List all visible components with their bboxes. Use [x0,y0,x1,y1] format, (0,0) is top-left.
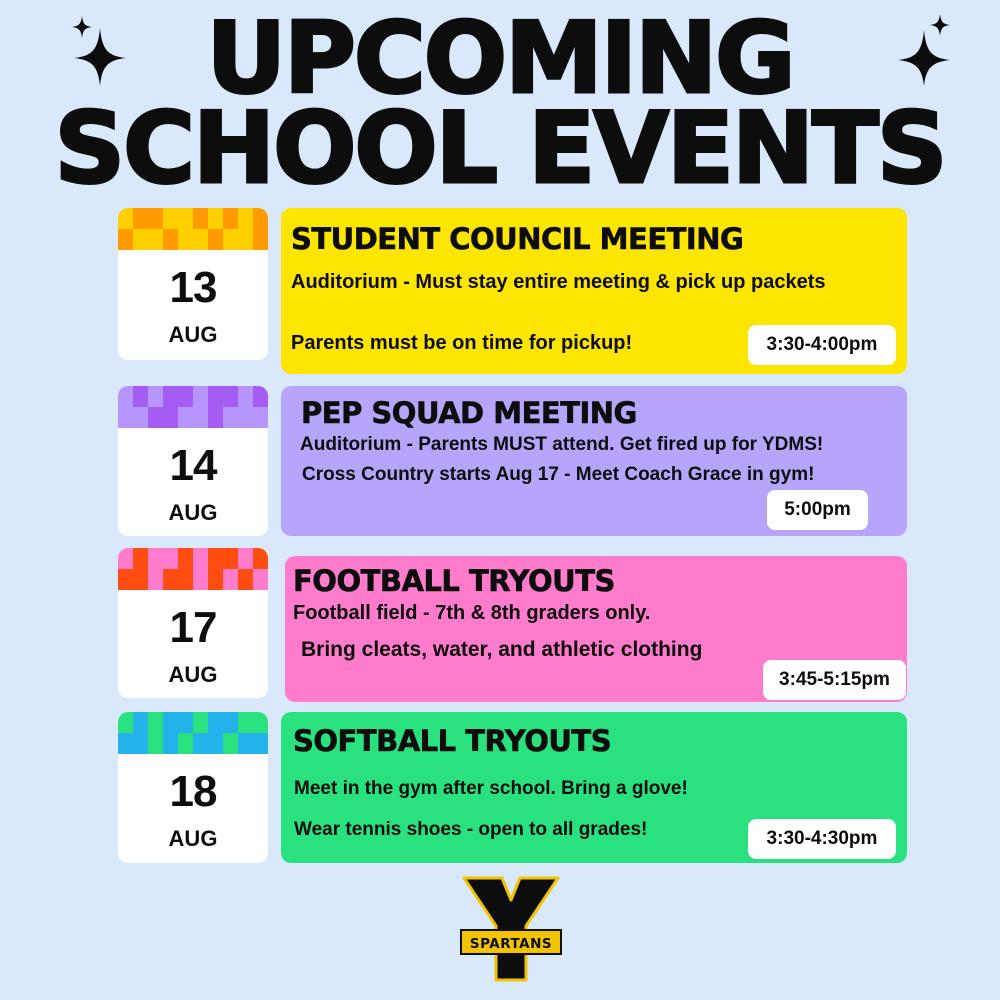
page-title-line-1: UPCOMING [206,2,794,116]
calendar-bar [118,548,268,590]
calendar-bar-cell [193,208,208,229]
date-month: AUG [168,826,218,851]
calendar-bar-cell [133,712,148,733]
calendar-bar-cell [163,386,178,407]
spartans-logo [460,874,562,984]
calendar-bar-cell [238,733,253,754]
calendar-bar-cell [178,229,193,250]
event-detail: Cross Country starts Aug 17 - Meet Coach Grace in gym! [302,464,815,485]
date-month: AUG [168,662,218,687]
calendar-bar-cell [208,386,223,407]
event-detail: Auditorium - Parents MUST attend. Get fired up for YDMS! [300,434,824,455]
date-day: 14 [169,441,217,490]
calendar-bar-cell [193,712,208,733]
date-month: AUG [168,500,218,525]
calendar-bar-cell [133,229,148,250]
calendar-bar-cell [223,229,238,250]
calendar-bar [118,386,268,428]
calendar-bar-cell [148,548,163,569]
calendar-bar-cell [178,407,193,428]
calendar-bar-cell [253,208,268,229]
calendar-bar-cell [208,712,223,733]
event-title: SOFTBALL TRYOUTS [293,724,612,758]
calendar-bar-cell [148,386,163,407]
calendar-bar-cell [118,548,133,569]
calendar-bar-cell [178,386,193,407]
calendar-bar-cell [253,569,268,590]
calendar-date-18 [118,712,268,863]
calendar-bar-cell [133,548,148,569]
calendar-date-13 [118,208,268,360]
calendar-bar-cell [148,569,163,590]
event-detail: Wear tennis shoes - open to all grades! [294,819,648,840]
event-detail: Auditorium - Must stay entire meeting & pick up packets [291,271,826,293]
event-time-badge: 3:30-4:00pm [748,325,896,365]
calendar-bar-cell [223,208,238,229]
calendar-bar-cell [253,229,268,250]
calendar-bar-cell [238,548,253,569]
calendar-bar-cell [163,407,178,428]
page-title-line-2: SCHOOL EVENTS [54,92,946,206]
calendar-bar-cell [133,569,148,590]
calendar-bar-cell [208,208,223,229]
calendar-bar-cell [163,229,178,250]
event-card-pep-squad [281,386,907,536]
calendar-bar-cell [118,407,133,428]
calendar-bar-cell [223,548,238,569]
calendar-bar-cell [148,407,163,428]
calendar-bar-cell [133,208,148,229]
calendar-bar-cell [193,229,208,250]
calendar-date-17 [118,548,268,698]
event-detail: Bring cleats, water, and athletic clothing [301,638,703,661]
calendar-bar-cell [118,386,133,407]
calendar-bar-cell [238,386,253,407]
calendar-bar-cell [253,407,268,428]
date-day: 18 [169,767,217,816]
calendar-bar-cell [208,733,223,754]
calendar-bar [118,712,268,754]
event-title: PEP SQUAD MEETING [301,396,637,430]
calendar-bar-cell [253,386,268,407]
event-title: STUDENT COUNCIL MEETING [291,222,744,256]
event-detail: Football field - 7th & 8th graders only. [293,602,651,624]
event-time-badge: 3:30-4:30pm [748,819,896,859]
event-card-football [285,556,907,702]
calendar-bar-cell [193,386,208,407]
logo-banner-text: SPARTANS [469,936,553,952]
calendar-bar-cell [133,386,148,407]
calendar-bar-cell [118,569,133,590]
calendar-bar-cell [118,208,133,229]
calendar-bar-cell [178,712,193,733]
calendar-bar-cell [178,208,193,229]
calendar-bar-cell [133,407,148,428]
calendar-bar-cell [163,733,178,754]
event-detail: Meet in the gym after school. Bring a glove! [294,778,688,799]
event-time-badge: 5:00pm [767,490,868,530]
calendar-bar-cell [178,733,193,754]
calendar-bar-cell [163,712,178,733]
calendar-bar-cell [223,407,238,428]
calendar-bar-cell [223,733,238,754]
sparkle-icon [68,14,132,86]
event-title: FOOTBALL TRYOUTS [293,564,615,598]
calendar-bar-cell [163,208,178,229]
calendar-bar-cell [178,569,193,590]
calendar-bar-cell [163,548,178,569]
calendar-bar-cell [148,733,163,754]
calendar-bar-cell [163,569,178,590]
calendar-bar-cell [238,407,253,428]
calendar-bar-cell [238,208,253,229]
calendar-bar-cell [193,569,208,590]
calendar-bar-cell [178,548,193,569]
sparkle-icon [894,12,958,86]
calendar-bar-cell [238,229,253,250]
calendar-bar-cell [253,733,268,754]
calendar-bar-cell [223,569,238,590]
event-time-badge: 3:45-5:15pm [763,660,906,700]
calendar-bar-cell [238,712,253,733]
date-day: 17 [169,603,217,652]
calendar-bar-cell [253,548,268,569]
calendar-bar-cell [253,712,268,733]
event-card-softball [281,712,907,863]
calendar-bar-cell [208,569,223,590]
date-month: AUG [168,322,218,347]
calendar-bar-cell [208,548,223,569]
calendar-bar-cell [148,208,163,229]
event-card-student-council [281,208,907,374]
calendar-bar-cell [208,407,223,428]
calendar-date-14 [118,386,268,536]
calendar-bar-cell [133,733,148,754]
calendar-bar-cell [193,407,208,428]
calendar-bar [118,208,268,250]
calendar-bar-cell [193,548,208,569]
calendar-bar-cell [118,712,133,733]
calendar-bar-cell [223,712,238,733]
event-detail: Parents must be on time for pickup! [291,332,633,354]
calendar-bar-cell [118,229,133,250]
calendar-bar-cell [118,733,133,754]
date-day: 13 [169,263,217,312]
calendar-bar-cell [193,733,208,754]
calendar-bar-cell [208,229,223,250]
calendar-bar-cell [148,229,163,250]
calendar-bar-cell [238,569,253,590]
calendar-bar-cell [223,386,238,407]
calendar-bar-cell [148,712,163,733]
